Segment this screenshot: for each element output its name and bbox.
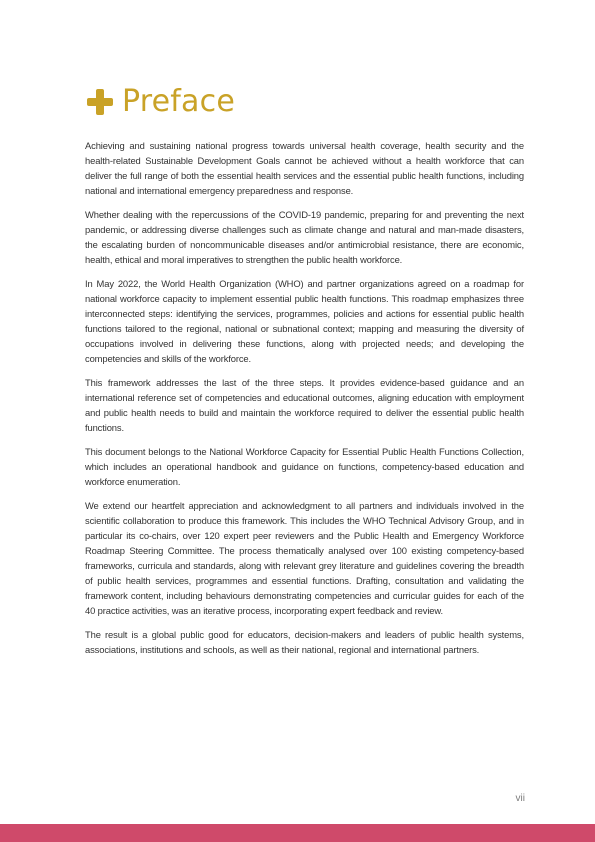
paragraph-6: We extend our heartfelt appreciation and acknowledgment to all partners and individuals involved in the scientific collaboration to produce this framework. This includes the WHO Technical Advisory Group, and in particular its co-chairs, over 120 expert peer reviewers and the Public Health and Emergency Workforce Roadmap Steering Committee. The process thematically analysed over 100 existing competency-based frameworks, curricula and standards, along with relevant grey literature and guidelines covering the breadth of public health services, programmes and essential functions. Drafting, consultation and validating the framework content, including behaviours demonstrating competencies and curricular guides for each of the 40 practice activities, was an iterative process, incorporating expert feedback and review. [85, 500, 524, 616]
preface-body [85, 138, 524, 666]
page-number: vii [515, 793, 525, 804]
paragraph-2: Whether dealing with the repercussions of the COVID-19 pandemic, preparing for and preventing the next pandemic, or addressing diverse challenges such as climate change and natural and man-made disasters, the escalating burden of noncommunicable diseases and/or antimicrobial resistance, there are economic, health, ethical and moral imperatives to strengthen the public health workforce. [85, 209, 524, 265]
plus-icon [86, 88, 114, 116]
paragraph-4: This framework addresses the last of the three steps. It provides evidence-based guidance and an international reference set of competencies and educational outcomes, aligning education with employment and public health needs to build and maintain the workforce required to deliver the essential public health functions. [85, 377, 524, 433]
section-heading [86, 80, 235, 124]
footer-bar [0, 824, 595, 842]
paragraph-3: In May 2022, the World Health Organization (WHO) and partner organizations agreed on a roadmap for national workforce capacity to implement essential public health functions. This roadmap emphasizes three interconnected steps: identifying the services, programmes, policies and actions for essential public health functions tailored to the regional, national or subnational context; mapping and measuring the diversity of occupations involved in delivering these functions, along with projected needs; and developing the competencies and skills of the workforce. [85, 278, 524, 364]
paragraph-5: This document belongs to the National Workforce Capacity for Essential Public Health Functions Collection, which includes an operational handbook and guidance on functions, competency-based education and workforce enumeration. [85, 446, 524, 487]
paragraph-1: Achieving and sustaining national progress towards universal health coverage, health security and the health-related Sustainable Development Goals cannot be achieved without a health workforce that can deliver the full range of both the essential health services and the essential public health functions, including national and international emergency preparedness and response. [85, 140, 524, 196]
paragraph-7: The result is a global public good for educators, decision-makers and leaders of public health systems, associations, institutions and schools, as well as their national, regional and international partners. [85, 629, 524, 655]
page-title: Preface [122, 84, 235, 119]
